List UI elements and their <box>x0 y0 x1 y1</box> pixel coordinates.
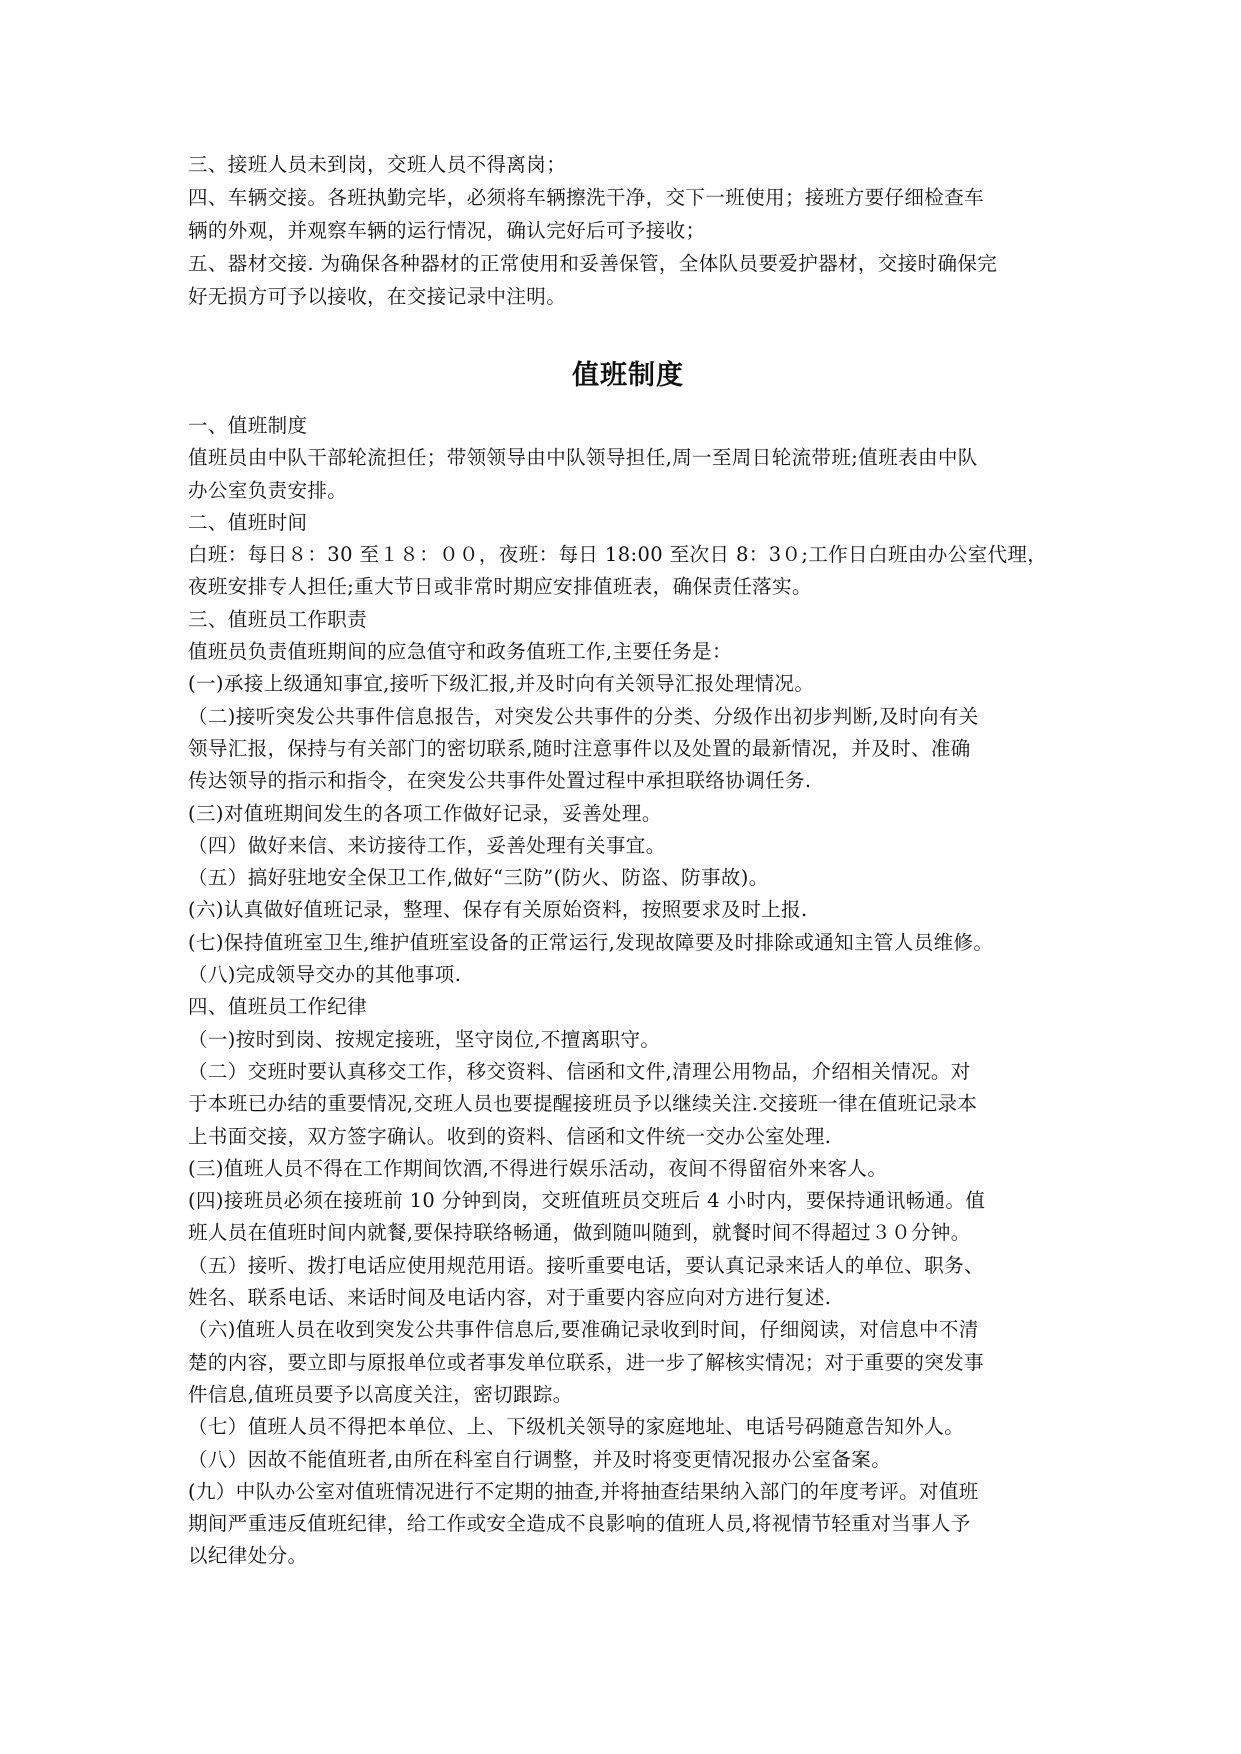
paragraph-line: 上书面交接，双方签字确认。收到的资料、信函和文件统一交办公室处理. <box>188 1124 832 1148</box>
paragraph-line: 楚的内容，要立即与原报单位或者事发单位联系，进一步了解核实情况；对于重要的突发事 <box>188 1350 985 1374</box>
list-item: （八)完成领导交办的其他事项. <box>188 963 462 987</box>
paragraph-line: 辆的外观，并观察车辆的运行情况，确认完好后可予接收； <box>188 219 706 242</box>
paragraph-line: 于本班已办结的重要情况,交班人员也要提醒接班员予以继续关注.交接班一律在值班记录本 <box>188 1092 978 1116</box>
paragraph-line: 班人员在值班时间内就餐,要保持联络畅通，做到随叫随到，就餐时间不得超过３０分钟。 <box>188 1221 971 1245</box>
list-item: （二)接听突发公共事件信息报告，对突发公共事件的分类、分级作出初步判断,及时向有关 <box>188 704 979 728</box>
duty-rules-section <box>188 410 1068 1573</box>
list-item: （五）搞好驻地安全保卫工作,做好“三防”(防火、防盗、防事故)。 <box>188 866 769 890</box>
section-heading: 一、值班制度 <box>188 414 308 437</box>
list-item: (六)认真做好值班记录，整理、保存有关原始资料，按照要求及时上报. <box>188 898 808 922</box>
list-item: （一)按时到岗、按规定接班，坚守岗位,不擅离职守。 <box>188 1027 661 1051</box>
list-item: (七)保持值班室卫生,维护值班室设备的正常运行,发现故障要及时排除或通知主管人员维修。 <box>188 930 994 954</box>
document-title: 值班制度 <box>572 360 684 391</box>
section-heading: 三、值班员工作职责 <box>188 607 368 631</box>
paragraph-line: 三、接班人员未到岗，交班人员不得离岗； <box>188 153 567 176</box>
list-item: （六)值班人员在收到突发公共事件信息后,要准确记录收到时间，仔细阅读，对信息中不清 <box>188 1318 979 1342</box>
paragraph-line: 传达领导的指示和指令，在突发公共事件处置过程中承担联络协调任务. <box>188 769 812 793</box>
list-item: (一)承接上级通知事宜,接听下级汇报,并及时向有关领导汇报处理情况。 <box>188 672 815 696</box>
section-heading: 四、值班员工作纪律 <box>188 995 368 1019</box>
paragraph-line: 夜班安排专人担任;重大节日或非常时期应安排值班表，确保责任落实。 <box>188 575 812 599</box>
list-item: (三)对值班期间发生的各项工作做好记录，妥善处理。 <box>188 801 662 825</box>
paragraph-line: 值班员负责值班期间的应急值守和政务值班工作,主要任务是： <box>188 640 732 664</box>
paragraph-line: 姓名、联系电话、来话时间及电话内容，对于重要内容应向对方进行复述. <box>188 1286 832 1310</box>
list-item: （二）交班时要认真移交工作，移交资料、信函和文件,清理公用物品，介绍相关情况。对 <box>188 1059 971 1083</box>
list-item: (三)值班人员不得在工作期间饮酒,不得进行娱乐活动，夜间不得留宿外来客人。 <box>188 1156 888 1180</box>
paragraph-line: 期间严重违反值班纪律，给工作或安全造成不良影响的值班人员,将视情节轻重对当事人予 <box>188 1512 971 1536</box>
paragraph-line: 四、车辆交接。各班执勤完毕，必须将车辆擦洗干净，交下一班使用；接班方要仔细检查车 <box>188 186 985 209</box>
list-item: （五）接听、拨打电话应使用规范用语。接听重要电话，要认真记录来话人的单位、职务、 <box>188 1253 985 1277</box>
paragraph-line: 值班员由中队干部轮流担任；带领领导由中队领导担任,周一至周日轮流带班;值班表由中队 <box>188 446 978 470</box>
paragraph-line: 好无损方可予以接收，在交接记录中注明。 <box>188 285 567 308</box>
list-item: （四）做好来信、来访接待工作，妥善处理有关事宜。 <box>188 833 666 857</box>
list-item: (九）中队办公室对值班情况进行不定期的抽查,并将抽查结果纳入部门的年度考评。对值班 <box>188 1479 979 1503</box>
handover-rules-section <box>188 148 1068 313</box>
list-item: （七）值班人员不得把本单位、上、下级机关领导的家庭地址、电话号码随意告知外人。 <box>188 1415 965 1439</box>
paragraph-line: 办公室负责安排。 <box>188 478 348 502</box>
list-item: (四)接班员必须在接班前 10 分钟到岗，交班值班员交班后 4 小时内，要保持通讯畅通。值 <box>188 1189 986 1213</box>
paragraph-line: 以纪律处分。 <box>188 1544 308 1568</box>
paragraph-line: 白班：每日８：30 至１８：００，夜班：每日 18:00 至次日 8：3０;工作日白班由办公室代理， <box>188 543 1048 567</box>
list-item: （八）因故不能值班者,由所在科室自行调整，并及时将变更情况报办公室备案。 <box>188 1447 892 1471</box>
section-heading: 二、值班时间 <box>188 510 308 534</box>
paragraph-line: 五、器材交接. 为确保各种器材的正常使用和妥善保管，全体队员要爱护器材，交接时确保完 <box>188 252 998 275</box>
paragraph-line: 领导汇报，保持与有关部门的密切联系,随时注意事件以及处置的最新情况，并及时、准确 <box>188 736 971 760</box>
paragraph-line: 件信息,值班员要予以高度关注，密切跟踪。 <box>188 1382 573 1406</box>
